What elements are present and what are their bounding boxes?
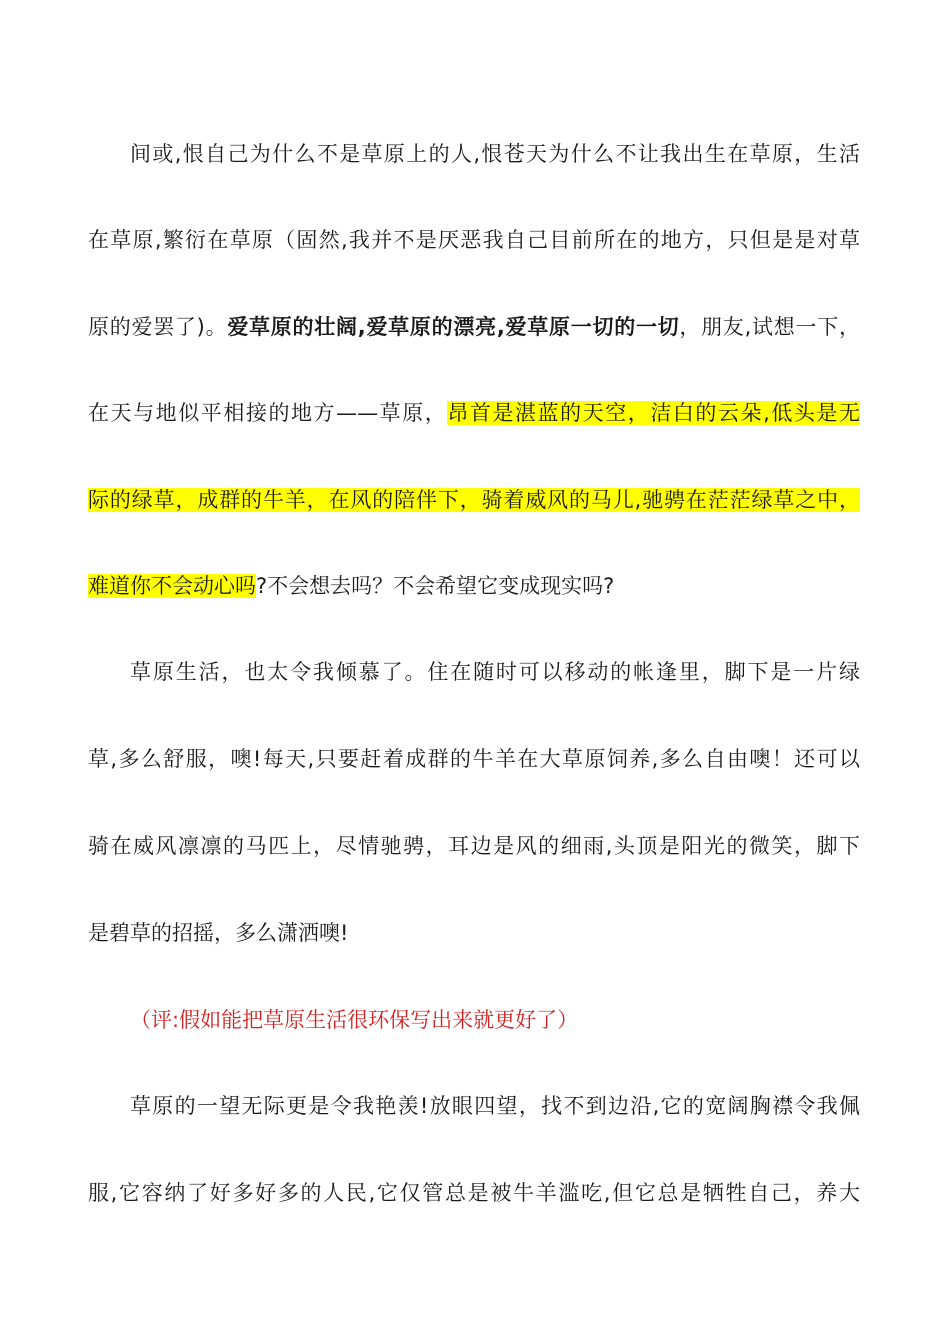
highlighted-text: 难道你不会动心吗: [88, 574, 256, 598]
bold-text: 爱草原的壮阔,爱草原的漂亮,爱草原一切的一切: [227, 315, 680, 339]
paragraph-2-line-2: 草,多么舒服，噢!每天,只要赶着成群的牛羊在大草原饲养,多么自由噢！还可以: [88, 747, 860, 771]
paragraph-1-line-2: 在草原,繁衍在草原（固然,我并不是厌恶我自己目前所在的地方，只但是是对草: [88, 228, 860, 252]
paragraph-1-line-6: [88, 571, 860, 601]
teacher-comment: （评:假如能把草原生活很环保写出来就更好了）: [130, 1008, 579, 1032]
paragraph-1-line-5: [88, 485, 860, 515]
text-segment: 原的爱罢了)。: [88, 315, 228, 339]
paragraph-1-line-4: [88, 398, 860, 428]
paragraph-1-line-3: [88, 312, 860, 342]
paragraph-1-line-1: 间或,恨自己为什么不是草原上的人,恨苍天为什么不让我出生在草原，生活: [130, 142, 860, 166]
text-segment: ?不会想去吗？不会希望它变成现实吗?: [256, 574, 615, 598]
text-segment: 在天与地似平相接的地方——草原，: [88, 401, 448, 425]
highlighted-text: 昂首是湛蓝的天空，洁白的云朵,低头是无: [447, 401, 860, 425]
paragraph-2-line-1: 草原生活，也太令我倾慕了。住在随时可以移动的帐逢里，脚下是一片绿: [130, 660, 860, 684]
paragraph-2-line-3: 骑在威风凛凛的马匹上，尽情驰骋，耳边是风的细雨,头顶是阳光的微笑，脚下: [88, 834, 860, 858]
paragraph-3-line-2: 服,它容纳了好多好多的人民,它仅管总是被牛羊滥吃,但它总是牺牲自己，养大: [88, 1181, 860, 1205]
paragraph-2-line-4: 是碧草的招摇，多么潇洒噢!: [88, 921, 349, 945]
text-segment: ，朋友,试想一下，: [679, 315, 860, 339]
highlighted-text: 际的绿草，成群的牛羊，在风的陪伴下，骑着威风的马儿,驰骋在茫茫绿草之中，: [88, 488, 860, 512]
paragraph-3-line-1: 草原的一望无际更是令我艳羡!放眼四望，找不到边沿,它的宽阔胸襟令我佩: [130, 1094, 860, 1118]
